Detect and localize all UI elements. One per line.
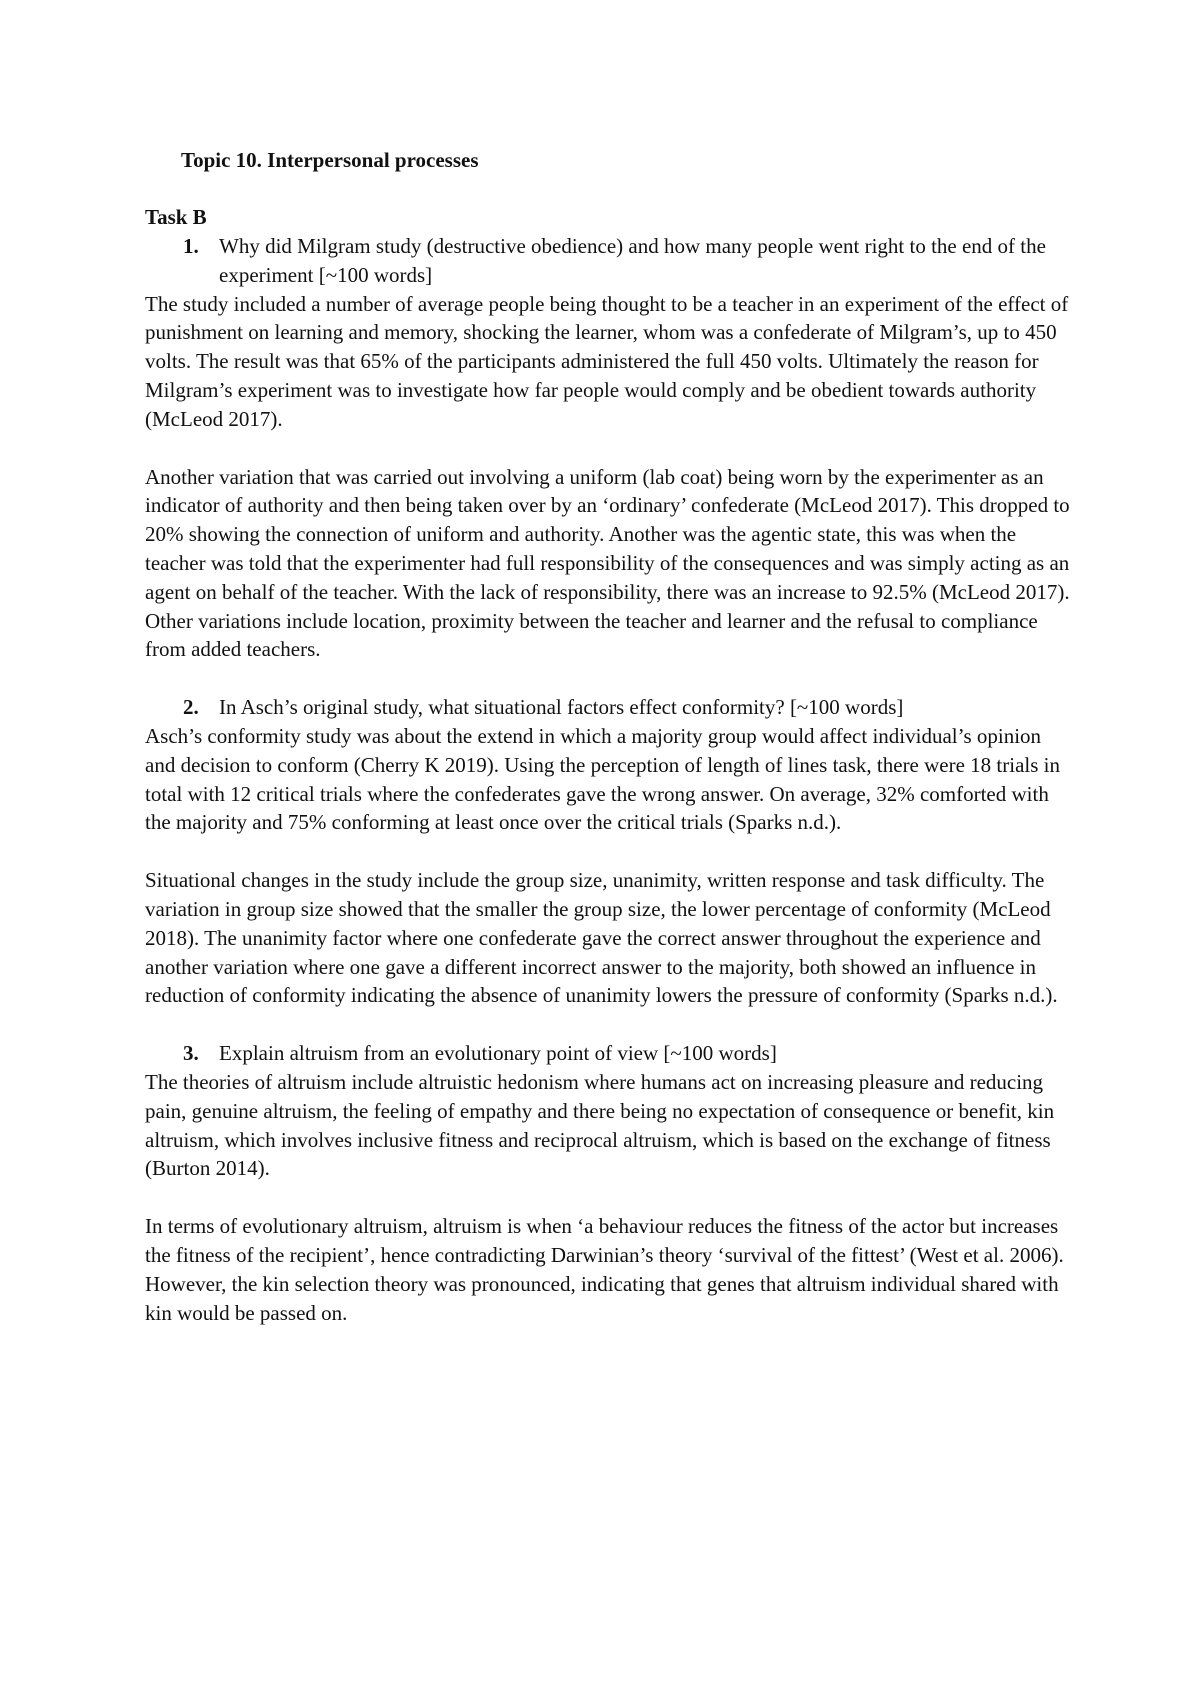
- answer-paragraph: Another variation that was carried out involving a uniform (lab coat) being worn by the experimenter as an indicator of authority and then being taken over by an ‘ordinary’ confederate (McLeod 2017). This dropped to 20% showing the connection of uniform and authority. Another was the agentic state, this was when the teacher was told that the experimenter had full responsibility of the consequences and was simply acting as an agent on behalf of the teacher. With the lack of responsibility, there was an increase to 92.5% (McLeod 2017). Other variations include location, proximity between the teacher and learner and the refusal to compliance from added teachers.: [145, 464, 1070, 662]
- question-number: 2.: [183, 695, 199, 720]
- topic-title: Topic 10. Interpersonal processes: [181, 148, 479, 172]
- answer-paragraph: The theories of altruism include altruistic hedonism where humans act on increasing pleasure and reducing pain, genuine altruism, the feeling of empathy and there being no expectation of consequence or benefit, kin altruism, which involves inclusive fitness and reciprocal altruism, which is based on the exchange of fitness (Burton 2014).: [145, 1069, 1055, 1181]
- task-heading: Task B: [145, 205, 207, 229]
- paragraph-gap: [145, 837, 1070, 866]
- document-body: [145, 146, 1070, 1327]
- question-prompt: In Asch’s original study, what situational factors effect conformity? [~100 words]: [219, 695, 904, 720]
- question-number: 1.: [183, 234, 199, 258]
- question-3: [145, 1039, 1070, 1068]
- paragraph-gap: [145, 1010, 1070, 1039]
- paragraph-gap: [145, 664, 1070, 693]
- answer-paragraph: Situational changes in the study include the group size, unanimity, written response and task difficulty. The variation in group size showed that the smaller the group size, the lower percentage of conformity (McLeod 2018). The unanimity factor where one confederate gave the correct answer throughout the experience and another variation where one gave a different incorrect answer to the majority, both showed an influence in reduction of conformity indicating the absence of unanimity lowers the pressure of conformity (Sparks n.d.).: [145, 868, 1058, 1008]
- question-1: [145, 232, 1070, 290]
- answer-paragraph: In terms of evolutionary altruism, altruism is when ‘a behaviour reduces the fitness of the actor but increases the fitness of the recipient’, hence contradicting Darwinian’s theory ‘survival of the fittest’ (West et al. 2006). However, the kin selection theory was pronounced, indicating that genes that altruism individual shared with kin would be passed on.: [145, 1214, 1064, 1325]
- answer-paragraph: The study included a number of average people being thought to be a teacher in an experiment of the effect of punishment on learning and memory, shocking the learner, whom was a confederate of Milgram’s, up to 450 volts. The result was that 65% of the participants administered the full 450 volts. Ultimately the reason for Milgram’s experiment was to investigate how far people would comply and be obedient towards authority (McLeod 2017).: [145, 291, 1069, 431]
- question-2: [145, 693, 1070, 722]
- paragraph-gap: [145, 434, 1070, 463]
- question-prompt: Why did Milgram study (destructive obedience) and how many people went right to the end of the experiment [~100 words]: [219, 234, 1046, 287]
- paragraph-gap: [145, 1183, 1070, 1212]
- question-number: 3.: [183, 1041, 199, 1066]
- question-prompt: Explain altruism from an evolutionary point of view [~100 words]: [219, 1041, 777, 1066]
- answer-paragraph: Asch’s conformity study was about the extend in which a majority group would affect individual’s opinion and decision to conform (Cherry K 2019). Using the perception of length of lines task, there were 18 trials in total with 12 critical trials where the confederates gave the wrong answer. On average, 32% comforted with the majority and 75% conforming at least once over the critical trials (Sparks n.d.).: [145, 723, 1061, 835]
